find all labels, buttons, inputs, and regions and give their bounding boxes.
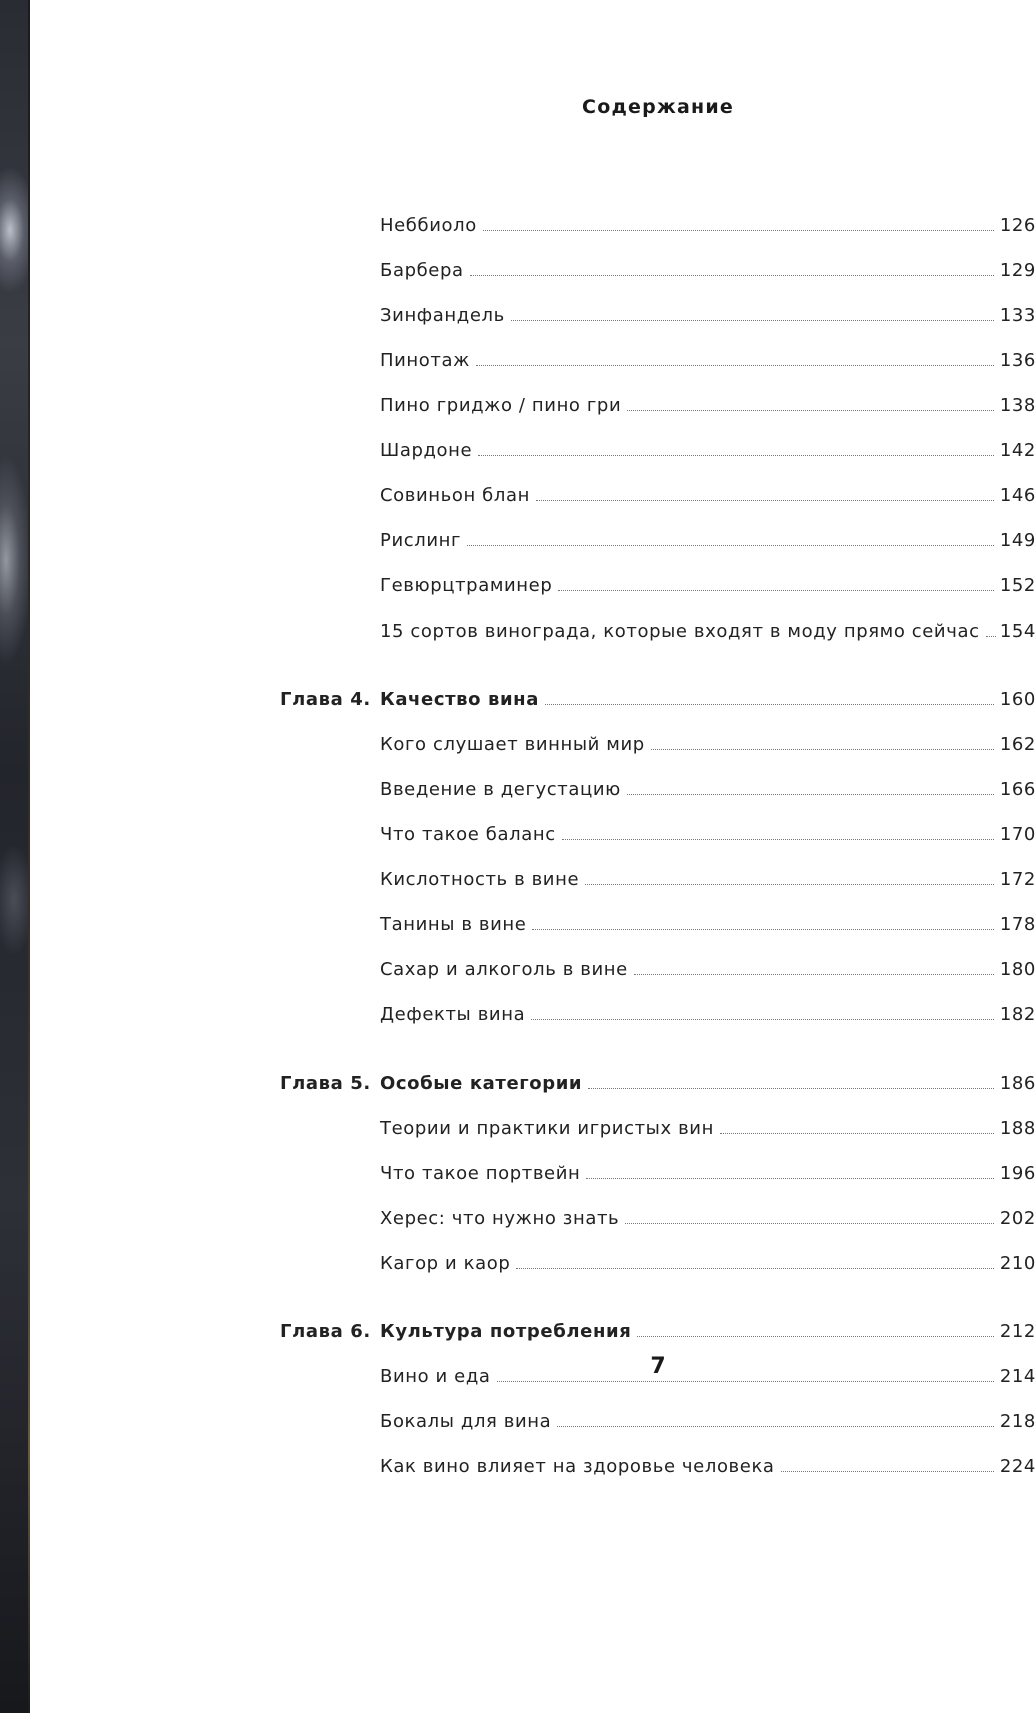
toc-entry: [380, 1408, 1036, 1436]
section-title: Пинотаж: [380, 350, 470, 371]
toc-row[interactable]: [0, 572, 1036, 600]
section-title: Пино гриджо / пино гри: [380, 395, 622, 416]
toc-row[interactable]: [0, 527, 1036, 555]
section-title: Зинфандель: [380, 305, 505, 326]
toc-entry: [380, 618, 1036, 646]
toc-entry: [380, 731, 1036, 759]
dot-leader: [497, 1381, 994, 1382]
page-ref: 146: [999, 485, 1036, 506]
dot-leader: [470, 275, 994, 276]
section-title: Рислинг: [380, 530, 462, 551]
section-title: Как вино влияет на здоровье человека: [380, 1456, 775, 1477]
section-title: Кого слушает винный мир: [380, 734, 645, 755]
page-ref: 138: [999, 395, 1036, 416]
toc-row[interactable]: [0, 618, 1036, 646]
chapter-number: Глава 5.: [280, 1073, 371, 1094]
dot-leader: [478, 455, 994, 456]
page-ref: 214: [999, 1366, 1036, 1387]
dot-leader: [557, 1426, 994, 1427]
page-ref: 160: [999, 689, 1036, 710]
page-ref: 149: [999, 530, 1036, 551]
toc-row[interactable]: [0, 1160, 1036, 1188]
page-ref: 166: [999, 779, 1036, 800]
toc-entry: [380, 1453, 1036, 1481]
page-title: Содержание: [582, 96, 734, 118]
section-title: Совиньон блан: [380, 485, 530, 506]
toc-entry: [380, 776, 1036, 804]
page-ref: 188: [999, 1118, 1036, 1139]
dot-leader: [558, 590, 994, 591]
toc-row[interactable]: [0, 911, 1036, 939]
toc-row[interactable]: [0, 302, 1036, 330]
page-ref: 133: [999, 305, 1036, 326]
toc-row[interactable]: [0, 212, 1036, 240]
section-title: 15 сортов винограда, которые входят в моду прямо сейчас: [380, 621, 980, 642]
toc-entry: [380, 482, 1036, 510]
page-ref: 154: [999, 621, 1036, 642]
section-title: Дефекты вина: [380, 1004, 526, 1025]
toc-entry: [380, 257, 1036, 285]
page-ref: 212: [999, 1321, 1036, 1342]
dot-leader: [586, 1178, 994, 1179]
dot-leader: [511, 320, 994, 321]
toc-entry: [380, 1160, 1036, 1188]
toc-row[interactable]: [0, 731, 1036, 759]
page-ref: 202: [999, 1208, 1036, 1229]
toc-row[interactable]: [0, 1115, 1036, 1143]
page-ref: 210: [999, 1253, 1036, 1274]
toc-row[interactable]: [0, 437, 1036, 465]
toc-row[interactable]: [0, 1001, 1036, 1029]
section-title: Шардоне: [380, 440, 473, 461]
dot-leader: [545, 704, 994, 705]
toc-row[interactable]: [0, 392, 1036, 420]
toc-row[interactable]: [0, 821, 1036, 849]
page-ref: 196: [999, 1163, 1036, 1184]
dot-leader: [562, 839, 994, 840]
page-number: 7: [650, 1354, 666, 1379]
page-ref: 142: [999, 440, 1036, 461]
page-ref: 136: [999, 350, 1036, 371]
dot-leader: [625, 1223, 994, 1224]
toc-entry: [380, 212, 1036, 240]
toc-chapter-row[interactable]: [0, 686, 1036, 714]
dot-leader: [627, 794, 994, 795]
dot-leader: [986, 636, 996, 637]
dot-leader: [781, 1471, 994, 1472]
toc-entry: [380, 392, 1036, 420]
page-ref: 172: [999, 869, 1036, 890]
toc-row[interactable]: [0, 776, 1036, 804]
page-ref: 178: [999, 914, 1036, 935]
dot-leader: [585, 884, 994, 885]
section-title: Барбера: [380, 260, 464, 281]
toc-entry: [380, 1115, 1036, 1143]
section-title: Танины в вине: [380, 914, 527, 935]
toc-entry: [380, 1250, 1036, 1278]
toc-entry: [380, 911, 1036, 939]
toc-row[interactable]: [0, 1250, 1036, 1278]
page-ref: 126: [999, 215, 1036, 236]
toc-row[interactable]: [0, 956, 1036, 984]
toc-row[interactable]: [0, 866, 1036, 894]
toc-row[interactable]: [0, 1453, 1036, 1481]
page-ref: 162: [999, 734, 1036, 755]
dot-leader: [516, 1268, 994, 1269]
toc-entry: [380, 572, 1036, 600]
section-title: Теории и практики игристых вин: [380, 1118, 714, 1139]
dot-leader: [531, 1019, 994, 1020]
toc-entry: [380, 686, 1036, 714]
toc-entry: [380, 527, 1036, 555]
toc-entry: [380, 1318, 1036, 1346]
section-title: Что такое баланс: [380, 824, 556, 845]
toc-entry: [380, 1205, 1036, 1233]
toc-chapter-row[interactable]: [0, 1318, 1036, 1346]
section-title: Неббиоло: [380, 215, 477, 236]
page-ref: 182: [999, 1004, 1036, 1025]
toc-row[interactable]: [0, 257, 1036, 285]
section-title: Кислотность в вине: [380, 869, 580, 890]
toc-entry: [380, 866, 1036, 894]
toc-row[interactable]: [0, 482, 1036, 510]
dot-leader: [651, 749, 994, 750]
page-ref: 180: [999, 959, 1036, 980]
dot-leader: [637, 1336, 994, 1337]
page-ref: 129: [999, 260, 1036, 281]
toc-entry: [380, 437, 1036, 465]
page-ref: 152: [999, 575, 1036, 596]
chapter-title: Особые категории: [380, 1073, 583, 1094]
chapter-number: Глава 6.: [280, 1321, 371, 1342]
chapter-title: Культура потребления: [380, 1321, 632, 1342]
dot-leader: [627, 410, 994, 411]
toc-row[interactable]: [0, 1205, 1036, 1233]
toc-entry: [380, 1001, 1036, 1029]
dot-leader: [476, 365, 994, 366]
dot-leader: [532, 929, 994, 930]
toc-row[interactable]: [0, 347, 1036, 375]
toc-row[interactable]: [0, 1408, 1036, 1436]
dot-leader: [467, 545, 994, 546]
toc-entry: [380, 956, 1036, 984]
dot-leader: [588, 1088, 994, 1089]
chapter-number: Глава 4.: [280, 689, 371, 710]
dot-leader: [483, 230, 994, 231]
section-title: Херес: что нужно знать: [380, 1208, 620, 1229]
section-title: Бокалы для вина: [380, 1411, 552, 1432]
section-title: Вино и еда: [380, 1366, 491, 1387]
toc-entry: [380, 1070, 1036, 1098]
dot-leader: [720, 1133, 994, 1134]
chapter-title: Качество вина: [380, 689, 539, 710]
page-ref: 170: [999, 824, 1036, 845]
toc-entry: [380, 347, 1036, 375]
section-title: Что такое портвейн: [380, 1163, 581, 1184]
toc-entry: [380, 302, 1036, 330]
section-title: Введение в дегустацию: [380, 779, 621, 800]
toc-chapter-row[interactable]: [0, 1070, 1036, 1098]
section-title: Гевюрцтраминер: [380, 575, 553, 596]
section-title: Сахар и алкоголь в вине: [380, 959, 628, 980]
toc-entry: [380, 821, 1036, 849]
section-title: Кагор и каор: [380, 1253, 511, 1274]
page-ref: 224: [999, 1456, 1036, 1477]
page-ref: 218: [999, 1411, 1036, 1432]
dot-leader: [634, 974, 994, 975]
page-ref: 186: [999, 1073, 1036, 1094]
dot-leader: [536, 500, 994, 501]
